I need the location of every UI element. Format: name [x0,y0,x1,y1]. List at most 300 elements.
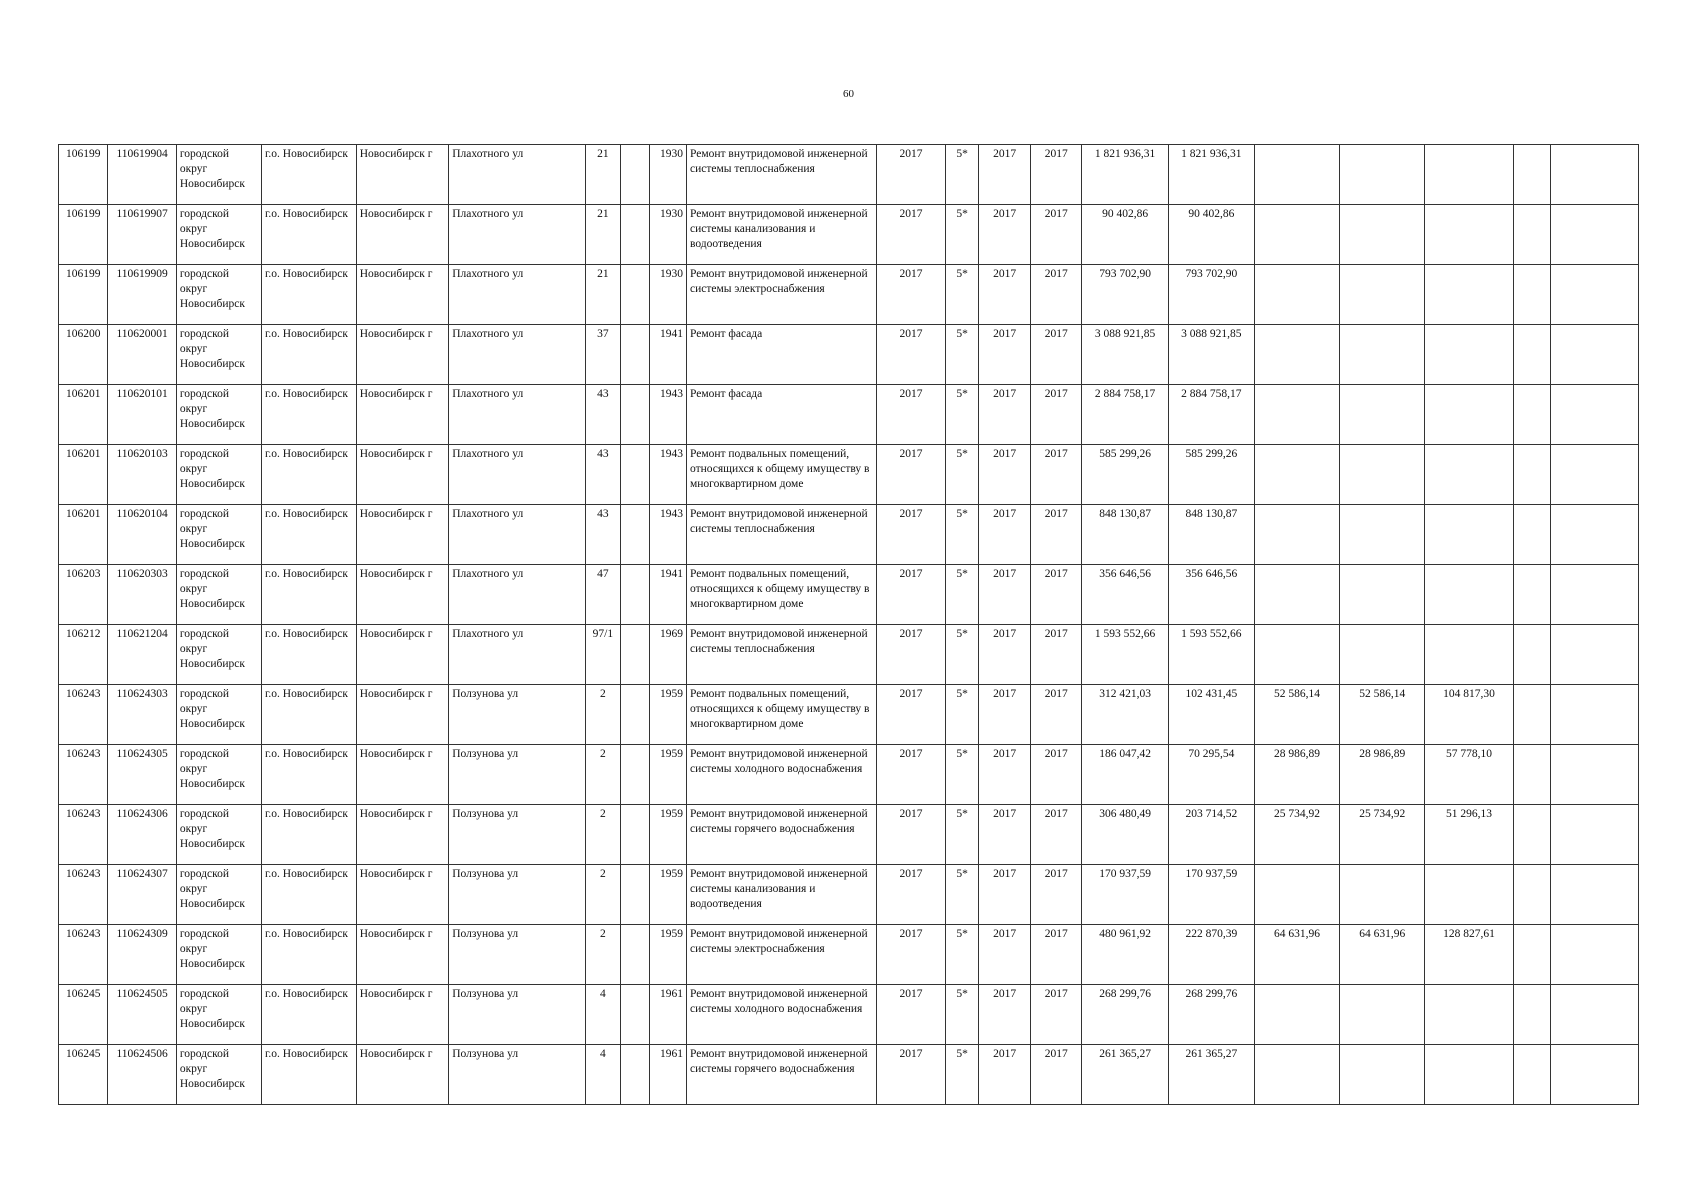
municipality-cell: городской округ Новосибирск [176,865,261,925]
total-cost-cell: 2 884 758,17 [1082,385,1168,445]
record-id-cell: 106243 [59,805,108,865]
house-number-cell: 21 [586,265,621,325]
owner-cost-cell [1550,205,1638,265]
total-cost-cell: 1 821 936,31 [1082,145,1168,205]
fund-cost-cell: 70 295,54 [1168,745,1254,805]
building-cell [620,445,649,505]
record-id-cell: 106243 [59,865,108,925]
plan-year-cell: 2017 [877,685,945,745]
federal-cost-cell: 25 734,92 [1254,805,1339,865]
work-type-cell: Ремонт внутридомовой инженерной системы теплоснабжения [686,625,876,685]
table-row [59,325,1639,385]
record-id-cell: 106201 [59,445,108,505]
city-cell: Новосибирск г [356,1045,449,1105]
object-code-cell: 110620001 [108,325,176,385]
extra-col-cell [1513,205,1550,265]
street-cell: Плахотного ул [449,625,586,685]
city-cell: Новосибирск г [356,205,449,265]
total-cost-cell: 186 047,42 [1082,745,1168,805]
work-type-cell: Ремонт фасада [686,325,876,385]
street-cell: Плахотного ул [449,565,586,625]
municipality-cell: городской округ Новосибирск [176,445,261,505]
total-cost-cell: 90 402,86 [1082,205,1168,265]
total-cost-cell: 848 130,87 [1082,505,1168,565]
city-cell: Новосибирск г [356,445,449,505]
record-id-cell: 106245 [59,1045,108,1105]
object-code-cell: 110624505 [108,985,176,1045]
street-cell: Плахотного ул [449,145,586,205]
district-cell: г.о. Новосибирск [262,565,357,625]
status-mark-cell: 5* [945,385,979,445]
local-cost-cell [1425,445,1513,505]
street-cell: Ползунова ул [449,865,586,925]
regional-cost-cell [1340,385,1425,445]
district-cell: г.о. Новосибирск [262,505,357,565]
start-year-cell: 2017 [979,385,1031,445]
federal-cost-cell [1254,865,1339,925]
local-cost-cell: 51 296,13 [1425,805,1513,865]
district-cell: г.о. Новосибирск [262,385,357,445]
plan-year-cell: 2017 [877,205,945,265]
table-row [59,925,1639,985]
total-cost-cell: 480 961,92 [1082,925,1168,985]
end-year-cell: 2017 [1030,985,1082,1045]
end-year-cell: 2017 [1030,745,1082,805]
district-cell: г.о. Новосибирск [262,985,357,1045]
house-number-cell: 43 [586,445,621,505]
fund-cost-cell: 222 870,39 [1168,925,1254,985]
house-number-cell: 2 [586,745,621,805]
local-cost-cell: 57 778,10 [1425,745,1513,805]
object-code-cell: 110624303 [108,685,176,745]
regional-cost-cell [1340,625,1425,685]
total-cost-cell: 356 646,56 [1082,565,1168,625]
building-cell [620,145,649,205]
work-type-cell: Ремонт внутридомовой инженерной системы канализования и водоотведения [686,865,876,925]
extra-col-cell [1513,685,1550,745]
municipality-cell: городской округ Новосибирск [176,385,261,445]
district-cell: г.о. Новосибирск [262,925,357,985]
local-cost-cell [1425,265,1513,325]
building-cell [620,505,649,565]
start-year-cell: 2017 [979,145,1031,205]
owner-cost-cell [1550,625,1638,685]
street-cell: Ползунова ул [449,925,586,985]
work-type-cell: Ремонт внутридомовой инженерной системы теплоснабжения [686,505,876,565]
owner-cost-cell [1550,385,1638,445]
table-row [59,625,1639,685]
table-row [59,505,1639,565]
fund-cost-cell: 261 365,27 [1168,1045,1254,1105]
building-cell [620,205,649,265]
regional-cost-cell: 64 631,96 [1340,925,1425,985]
work-type-cell: Ремонт внутридомовой инженерной системы канализования и водоотведения [686,205,876,265]
object-code-cell: 110619909 [108,265,176,325]
table-row [59,805,1639,865]
status-mark-cell: 5* [945,625,979,685]
total-cost-cell: 170 937,59 [1082,865,1168,925]
regional-cost-cell [1340,985,1425,1045]
plan-year-cell: 2017 [877,445,945,505]
plan-year-cell: 2017 [877,625,945,685]
status-mark-cell: 5* [945,565,979,625]
street-cell: Ползунова ул [449,685,586,745]
work-type-cell: Ремонт внутридомовой инженерной системы холодного водоснабжения [686,745,876,805]
district-cell: г.о. Новосибирск [262,805,357,865]
extra-col-cell [1513,385,1550,445]
regional-cost-cell: 28 986,89 [1340,745,1425,805]
regional-cost-cell [1340,265,1425,325]
regional-cost-cell [1340,505,1425,565]
house-number-cell: 4 [586,985,621,1045]
street-cell: Плахотного ул [449,205,586,265]
house-number-cell: 2 [586,805,621,865]
district-cell: г.о. Новосибирск [262,145,357,205]
city-cell: Новосибирск г [356,145,449,205]
local-cost-cell [1425,985,1513,1045]
record-id-cell: 106199 [59,205,108,265]
federal-cost-cell [1254,565,1339,625]
owner-cost-cell [1550,805,1638,865]
work-type-cell: Ремонт подвальных помещений, относящихся к общему имуществу в многоквартирном доме [686,685,876,745]
work-type-cell: Ремонт внутридомовой инженерной системы электроснабжения [686,925,876,985]
fund-cost-cell: 102 431,45 [1168,685,1254,745]
record-id-cell: 106201 [59,505,108,565]
extra-col-cell [1513,925,1550,985]
fund-cost-cell: 203 714,52 [1168,805,1254,865]
build-year-cell: 1941 [650,325,687,385]
plan-year-cell: 2017 [877,985,945,1045]
regional-cost-cell [1340,565,1425,625]
fund-cost-cell: 848 130,87 [1168,505,1254,565]
status-mark-cell: 5* [945,445,979,505]
extra-col-cell [1513,745,1550,805]
object-code-cell: 110624306 [108,805,176,865]
municipality-cell: городской округ Новосибирск [176,625,261,685]
owner-cost-cell [1550,1045,1638,1105]
local-cost-cell: 104 817,30 [1425,685,1513,745]
fund-cost-cell: 170 937,59 [1168,865,1254,925]
build-year-cell: 1959 [650,865,687,925]
municipality-cell: городской округ Новосибирск [176,685,261,745]
building-cell [620,565,649,625]
municipality-cell: городской округ Новосибирск [176,805,261,865]
local-cost-cell [1425,865,1513,925]
record-id-cell: 106243 [59,685,108,745]
building-cell [620,745,649,805]
street-cell: Плахотного ул [449,505,586,565]
page-number: 60 [843,88,854,100]
house-number-cell: 97/1 [586,625,621,685]
municipality-cell: городской округ Новосибирск [176,565,261,625]
local-cost-cell [1425,1045,1513,1105]
end-year-cell: 2017 [1030,325,1082,385]
fund-cost-cell: 1 593 552,66 [1168,625,1254,685]
federal-cost-cell [1254,1045,1339,1105]
record-id-cell: 106200 [59,325,108,385]
fund-cost-cell: 356 646,56 [1168,565,1254,625]
status-mark-cell: 5* [945,865,979,925]
build-year-cell: 1961 [650,985,687,1045]
start-year-cell: 2017 [979,865,1031,925]
municipality-cell: городской округ Новосибирск [176,745,261,805]
extra-col-cell [1513,505,1550,565]
city-cell: Новосибирск г [356,745,449,805]
build-year-cell: 1959 [650,745,687,805]
district-cell: г.о. Новосибирск [262,205,357,265]
status-mark-cell: 5* [945,925,979,985]
status-mark-cell: 5* [945,265,979,325]
municipality-cell: городской округ Новосибирск [176,265,261,325]
regional-cost-cell [1340,325,1425,385]
record-id-cell: 106199 [59,145,108,205]
owner-cost-cell [1550,325,1638,385]
street-cell: Плахотного ул [449,265,586,325]
table-row [59,385,1639,445]
object-code-cell: 110619904 [108,145,176,205]
end-year-cell: 2017 [1030,505,1082,565]
federal-cost-cell [1254,505,1339,565]
owner-cost-cell [1550,505,1638,565]
total-cost-cell: 261 365,27 [1082,1045,1168,1105]
table-row [59,265,1639,325]
extra-col-cell [1513,1045,1550,1105]
owner-cost-cell [1550,265,1638,325]
end-year-cell: 2017 [1030,685,1082,745]
extra-col-cell [1513,985,1550,1045]
status-mark-cell: 5* [945,505,979,565]
build-year-cell: 1959 [650,925,687,985]
table-row [59,985,1639,1045]
city-cell: Новосибирск г [356,265,449,325]
status-mark-cell: 5* [945,745,979,805]
start-year-cell: 2017 [979,325,1031,385]
city-cell: Новосибирск г [356,325,449,385]
street-cell: Плахотного ул [449,325,586,385]
end-year-cell: 2017 [1030,1045,1082,1105]
street-cell: Ползунова ул [449,805,586,865]
end-year-cell: 2017 [1030,445,1082,505]
regional-cost-cell: 52 586,14 [1340,685,1425,745]
build-year-cell: 1941 [650,565,687,625]
work-type-cell: Ремонт фасада [686,385,876,445]
plan-year-cell: 2017 [877,325,945,385]
city-cell: Новосибирск г [356,685,449,745]
federal-cost-cell: 28 986,89 [1254,745,1339,805]
extra-col-cell [1513,445,1550,505]
plan-year-cell: 2017 [877,565,945,625]
federal-cost-cell [1254,145,1339,205]
status-mark-cell: 5* [945,1045,979,1105]
city-cell: Новосибирск г [356,985,449,1045]
federal-cost-cell [1254,625,1339,685]
work-type-cell: Ремонт внутридомовой инженерной системы горячего водоснабжения [686,1045,876,1105]
plan-year-cell: 2017 [877,505,945,565]
municipality-cell: городской округ Новосибирск [176,505,261,565]
start-year-cell: 2017 [979,745,1031,805]
table-row [59,865,1639,925]
building-cell [620,325,649,385]
local-cost-cell: 128 827,61 [1425,925,1513,985]
start-year-cell: 2017 [979,205,1031,265]
regional-cost-cell [1340,445,1425,505]
record-id-cell: 106199 [59,265,108,325]
regional-cost-cell [1340,205,1425,265]
start-year-cell: 2017 [979,445,1031,505]
federal-cost-cell [1254,445,1339,505]
federal-cost-cell [1254,265,1339,325]
city-cell: Новосибирск г [356,385,449,445]
owner-cost-cell [1550,565,1638,625]
local-cost-cell [1425,565,1513,625]
local-cost-cell [1425,385,1513,445]
table-row [59,145,1639,205]
status-mark-cell: 5* [945,145,979,205]
table-row [59,1045,1639,1105]
end-year-cell: 2017 [1030,865,1082,925]
object-code-cell: 110624307 [108,865,176,925]
extra-col-cell [1513,145,1550,205]
extra-col-cell [1513,805,1550,865]
start-year-cell: 2017 [979,625,1031,685]
extra-col-cell [1513,565,1550,625]
building-cell [620,925,649,985]
fund-cost-cell: 2 884 758,17 [1168,385,1254,445]
build-year-cell: 1943 [650,505,687,565]
city-cell: Новосибирск г [356,505,449,565]
building-cell [620,625,649,685]
fund-cost-cell: 268 299,76 [1168,985,1254,1045]
plan-year-cell: 2017 [877,385,945,445]
status-mark-cell: 5* [945,205,979,265]
local-cost-cell [1425,505,1513,565]
owner-cost-cell [1550,865,1638,925]
start-year-cell: 2017 [979,265,1031,325]
work-type-cell: Ремонт внутридомовой инженерной системы горячего водоснабжения [686,805,876,865]
local-cost-cell [1425,325,1513,385]
extra-col-cell [1513,865,1550,925]
street-cell: Ползунова ул [449,1045,586,1105]
end-year-cell: 2017 [1030,925,1082,985]
end-year-cell: 2017 [1030,385,1082,445]
registry-table [58,144,1639,1105]
federal-cost-cell [1254,205,1339,265]
city-cell: Новосибирск г [356,805,449,865]
table-row [59,745,1639,805]
city-cell: Новосибирск г [356,865,449,925]
fund-cost-cell: 1 821 936,31 [1168,145,1254,205]
fund-cost-cell: 793 702,90 [1168,265,1254,325]
table-row [59,565,1639,625]
street-cell: Ползунова ул [449,985,586,1045]
federal-cost-cell [1254,385,1339,445]
table-row [59,205,1639,265]
end-year-cell: 2017 [1030,205,1082,265]
plan-year-cell: 2017 [877,265,945,325]
municipality-cell: городской округ Новосибирск [176,1045,261,1105]
owner-cost-cell [1550,685,1638,745]
plan-year-cell: 2017 [877,745,945,805]
city-cell: Новосибирск г [356,925,449,985]
house-number-cell: 2 [586,925,621,985]
build-year-cell: 1959 [650,805,687,865]
building-cell [620,385,649,445]
end-year-cell: 2017 [1030,265,1082,325]
municipality-cell: городской округ Новосибирск [176,145,261,205]
work-type-cell: Ремонт внутридомовой инженерной системы холодного водоснабжения [686,985,876,1045]
house-number-cell: 21 [586,205,621,265]
work-type-cell: Ремонт внутридомовой инженерной системы электроснабжения [686,265,876,325]
total-cost-cell: 793 702,90 [1082,265,1168,325]
start-year-cell: 2017 [979,1045,1031,1105]
municipality-cell: городской округ Новосибирск [176,205,261,265]
extra-col-cell [1513,625,1550,685]
start-year-cell: 2017 [979,565,1031,625]
extra-col-cell [1513,325,1550,385]
street-cell: Плахотного ул [449,445,586,505]
record-id-cell: 106243 [59,745,108,805]
status-mark-cell: 5* [945,685,979,745]
owner-cost-cell [1550,445,1638,505]
build-year-cell: 1943 [650,445,687,505]
plan-year-cell: 2017 [877,805,945,865]
house-number-cell: 21 [586,145,621,205]
work-type-cell: Ремонт внутридомовой инженерной системы теплоснабжения [686,145,876,205]
object-code-cell: 110620101 [108,385,176,445]
table-row [59,445,1639,505]
start-year-cell: 2017 [979,685,1031,745]
house-number-cell: 43 [586,505,621,565]
object-code-cell: 110624309 [108,925,176,985]
record-id-cell: 106243 [59,925,108,985]
build-year-cell: 1930 [650,145,687,205]
extra-col-cell [1513,265,1550,325]
house-number-cell: 4 [586,1045,621,1105]
end-year-cell: 2017 [1030,625,1082,685]
total-cost-cell: 268 299,76 [1082,985,1168,1045]
federal-cost-cell: 64 631,96 [1254,925,1339,985]
federal-cost-cell [1254,985,1339,1045]
municipality-cell: городской округ Новосибирск [176,985,261,1045]
record-id-cell: 106201 [59,385,108,445]
build-year-cell: 1930 [650,205,687,265]
build-year-cell: 1961 [650,1045,687,1105]
street-cell: Ползунова ул [449,745,586,805]
fund-cost-cell: 3 088 921,85 [1168,325,1254,385]
plan-year-cell: 2017 [877,1045,945,1105]
building-cell [620,805,649,865]
building-cell [620,685,649,745]
owner-cost-cell [1550,925,1638,985]
build-year-cell: 1930 [650,265,687,325]
regional-cost-cell [1340,145,1425,205]
city-cell: Новосибирск г [356,565,449,625]
start-year-cell: 2017 [979,505,1031,565]
end-year-cell: 2017 [1030,805,1082,865]
owner-cost-cell [1550,745,1638,805]
house-number-cell: 37 [586,325,621,385]
house-number-cell: 2 [586,865,621,925]
total-cost-cell: 312 421,03 [1082,685,1168,745]
owner-cost-cell [1550,145,1638,205]
building-cell [620,1045,649,1105]
city-cell: Новосибирск г [356,625,449,685]
end-year-cell: 2017 [1030,145,1082,205]
record-id-cell: 106212 [59,625,108,685]
plan-year-cell: 2017 [877,925,945,985]
total-cost-cell: 1 593 552,66 [1082,625,1168,685]
object-code-cell: 110624506 [108,1045,176,1105]
